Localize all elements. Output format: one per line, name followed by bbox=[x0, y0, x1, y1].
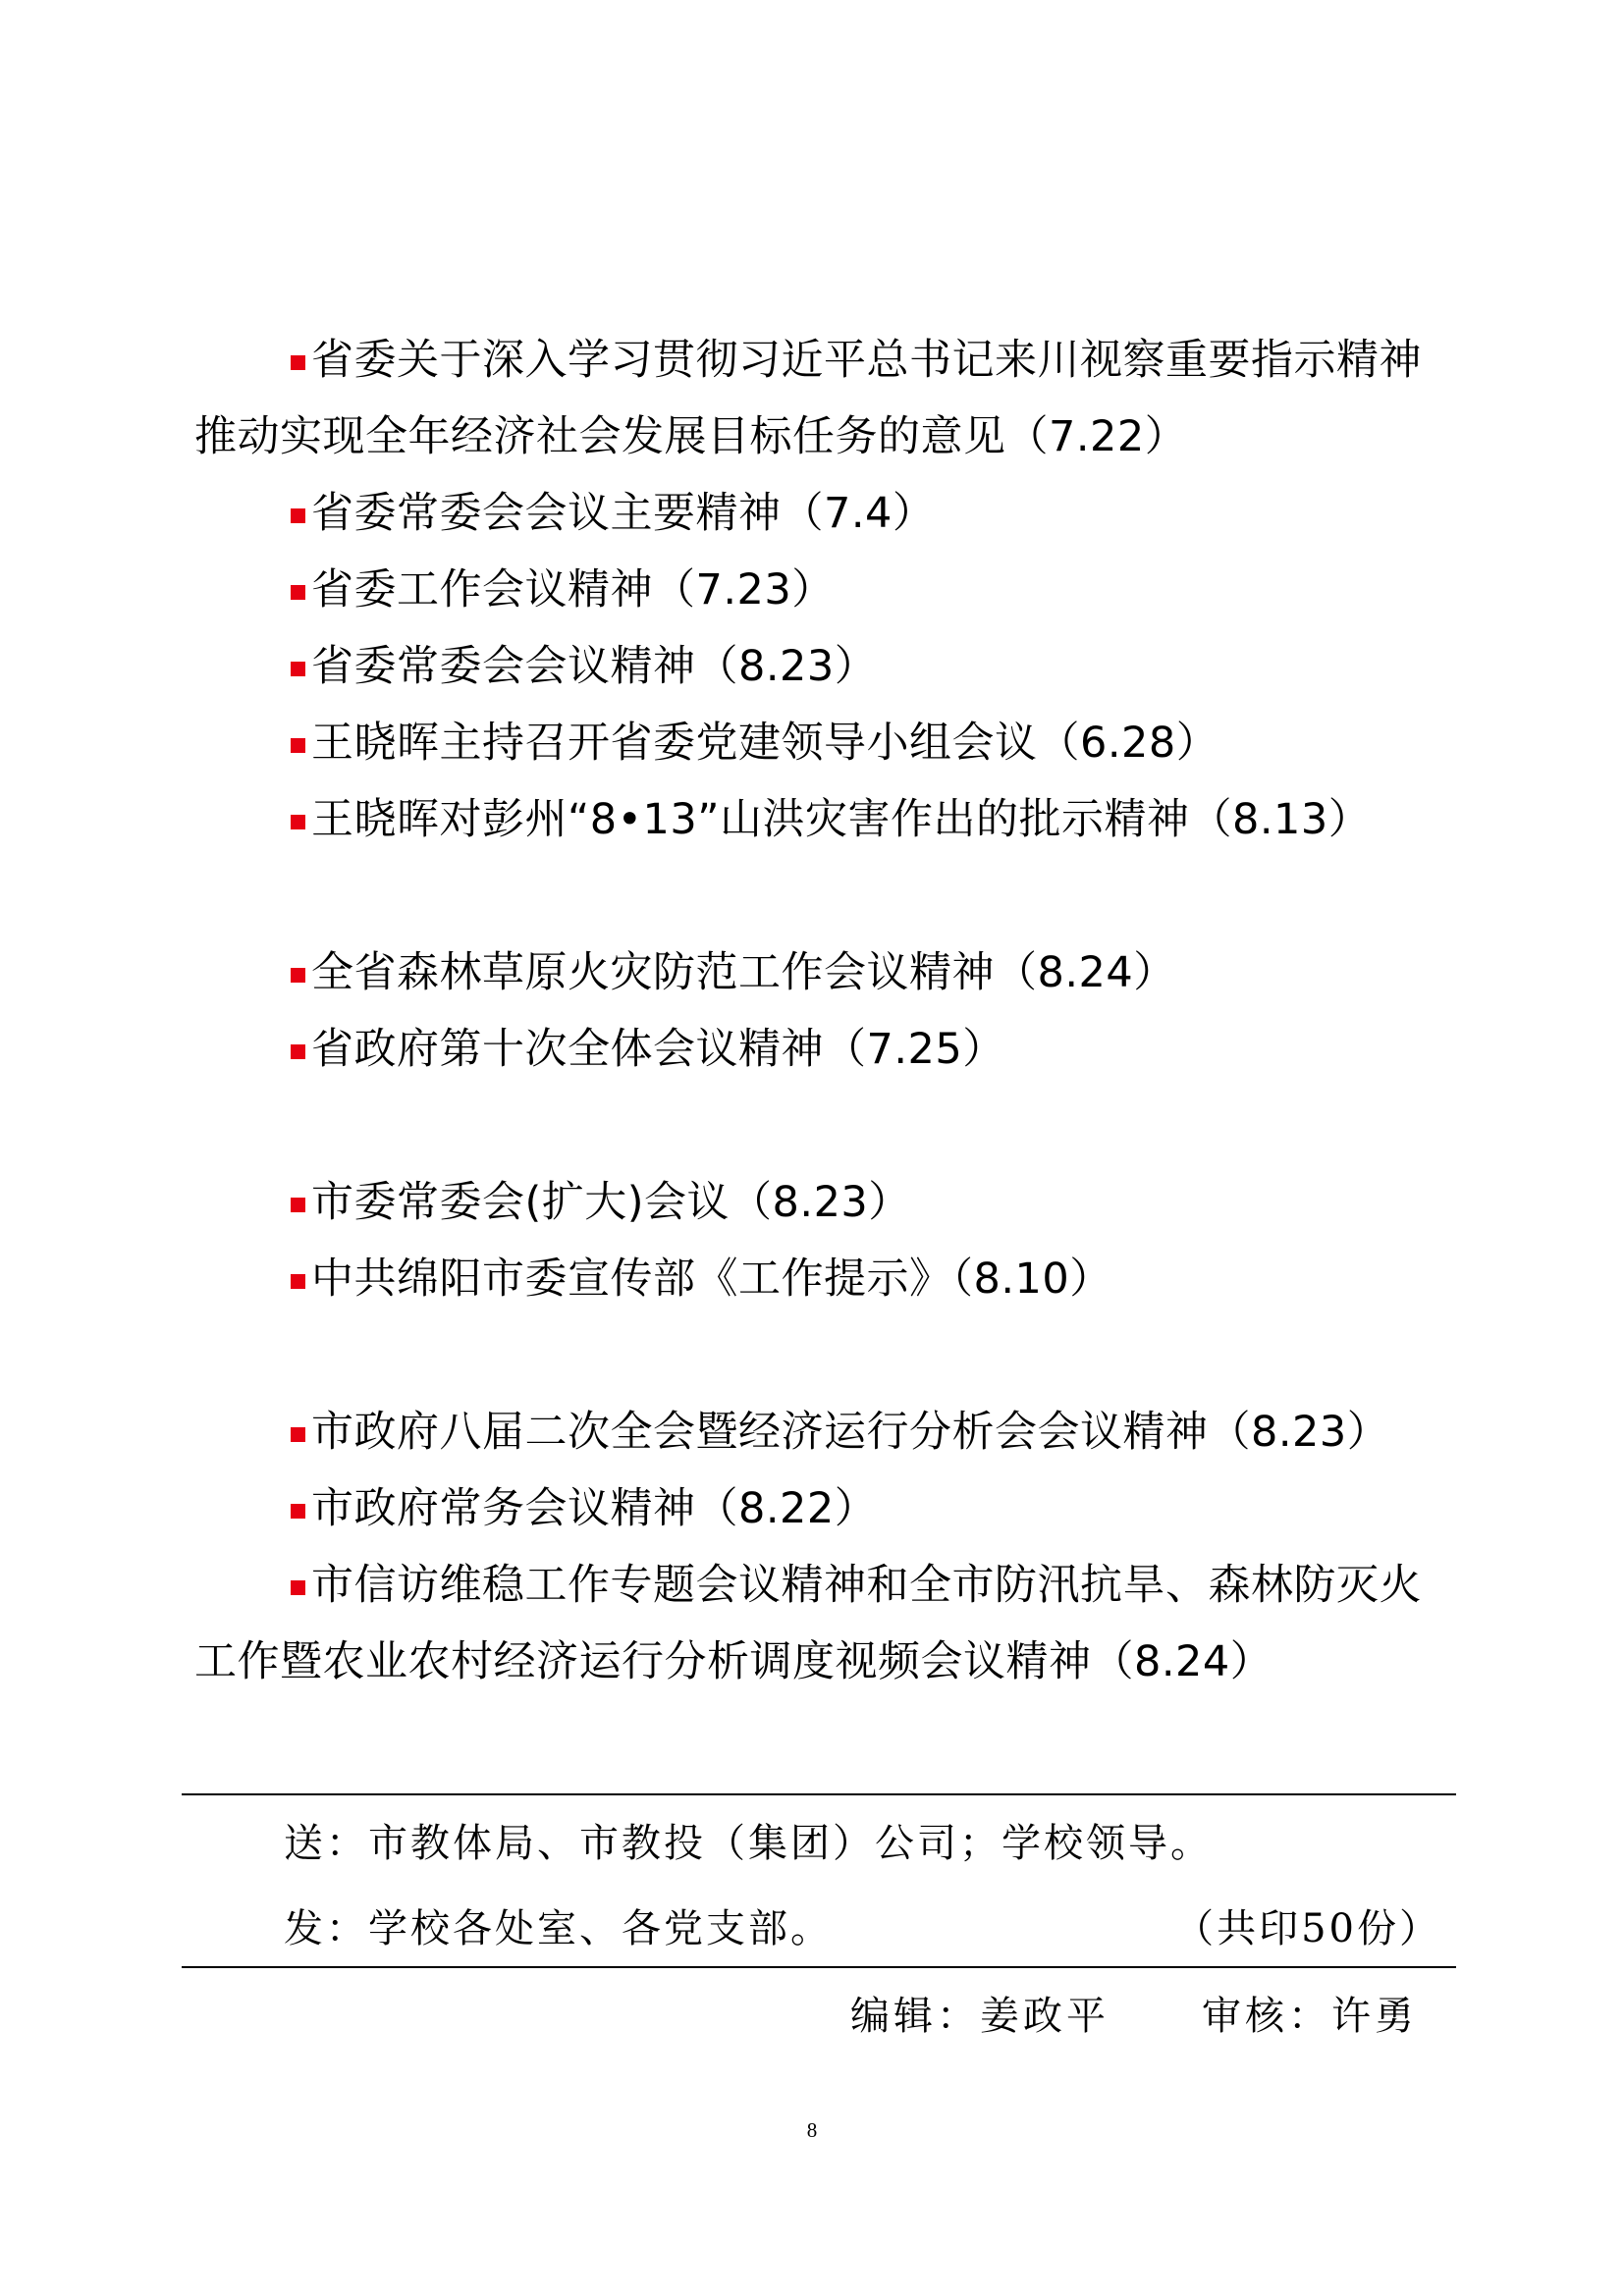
list-item: 全省森林草原火灾防范工作会议精神（8.24） bbox=[194, 934, 1451, 1011]
issue-to-line: 发：学校各处室、各党支部。 bbox=[284, 1906, 833, 1951]
red-square-bullet-icon bbox=[291, 508, 305, 523]
list-item: 省委工作会议精神（7.23） bbox=[194, 552, 1451, 628]
red-square-bullet-icon bbox=[291, 738, 305, 753]
list-item: 王晓晖主持召开省委党建领导小组会议（6.28） bbox=[194, 705, 1451, 781]
list-item: 市信访维稳工作专题会议精神和全市防汛抗旱、森林防灭火工作暨农业农村经济运行分析调度视频会议精神（8.24） bbox=[194, 1561, 1422, 1686]
item-group-municipal-government bbox=[194, 1394, 1451, 1700]
item-group-provincial-government bbox=[194, 934, 1451, 1088]
list-item: 省委常委会会议主要精神（7.4） bbox=[194, 475, 1451, 552]
red-square-bullet-icon bbox=[291, 968, 305, 983]
list-item: 中共绵阳市委宣传部《工作提示》（8.10） bbox=[194, 1241, 1451, 1317]
list-item: 王晓晖对彭州“8•13”山洪灾害作出的批示精神（8.13） bbox=[194, 781, 1451, 858]
editor-credit: 编辑：姜政平 bbox=[850, 1994, 1110, 2039]
red-square-bullet-icon bbox=[291, 815, 305, 829]
red-square-bullet-icon bbox=[291, 662, 305, 676]
red-square-bullet-icon bbox=[291, 1044, 305, 1059]
red-square-bullet-icon bbox=[291, 355, 305, 370]
print-copies: （共印50份） bbox=[1174, 1906, 1441, 1951]
red-square-bullet-icon bbox=[291, 1198, 305, 1212]
item-group-provincial-party bbox=[194, 322, 1451, 858]
list-item: 市政府八届二次全会暨经济运行分析会会议精神（8.23） bbox=[194, 1394, 1451, 1470]
list-item: 省委关于深入学习贯彻习近平总书记来川视察重要指示精神推动实现全年经济社会发展目标任务的意见（7.22） bbox=[194, 336, 1422, 461]
list-item: 省政府第十次全体会议精神（7.25） bbox=[194, 1011, 1451, 1088]
reviewer-credit: 审核：许勇 bbox=[1202, 1994, 1418, 2039]
list-item: 市政府常务会议精神（8.22） bbox=[194, 1470, 1451, 1547]
red-square-bullet-icon bbox=[291, 1580, 305, 1595]
red-square-bullet-icon bbox=[291, 585, 305, 600]
send-to-line: 送：市教体局、市教投（集团）公司；学校领导。 bbox=[284, 1821, 1213, 1866]
list-item: 省委常委会会议精神（8.23） bbox=[194, 628, 1451, 705]
red-square-bullet-icon bbox=[291, 1504, 305, 1519]
divider-bottom bbox=[182, 1966, 1456, 1968]
divider-top bbox=[182, 1793, 1456, 1795]
red-square-bullet-icon bbox=[291, 1427, 305, 1442]
document-body bbox=[194, 322, 1451, 1700]
page-number: 8 bbox=[806, 2118, 818, 2142]
item-group-municipal-party bbox=[194, 1164, 1451, 1317]
list-item: 市委常委会(扩大)会议（8.23） bbox=[194, 1164, 1451, 1241]
red-square-bullet-icon bbox=[291, 1274, 305, 1289]
